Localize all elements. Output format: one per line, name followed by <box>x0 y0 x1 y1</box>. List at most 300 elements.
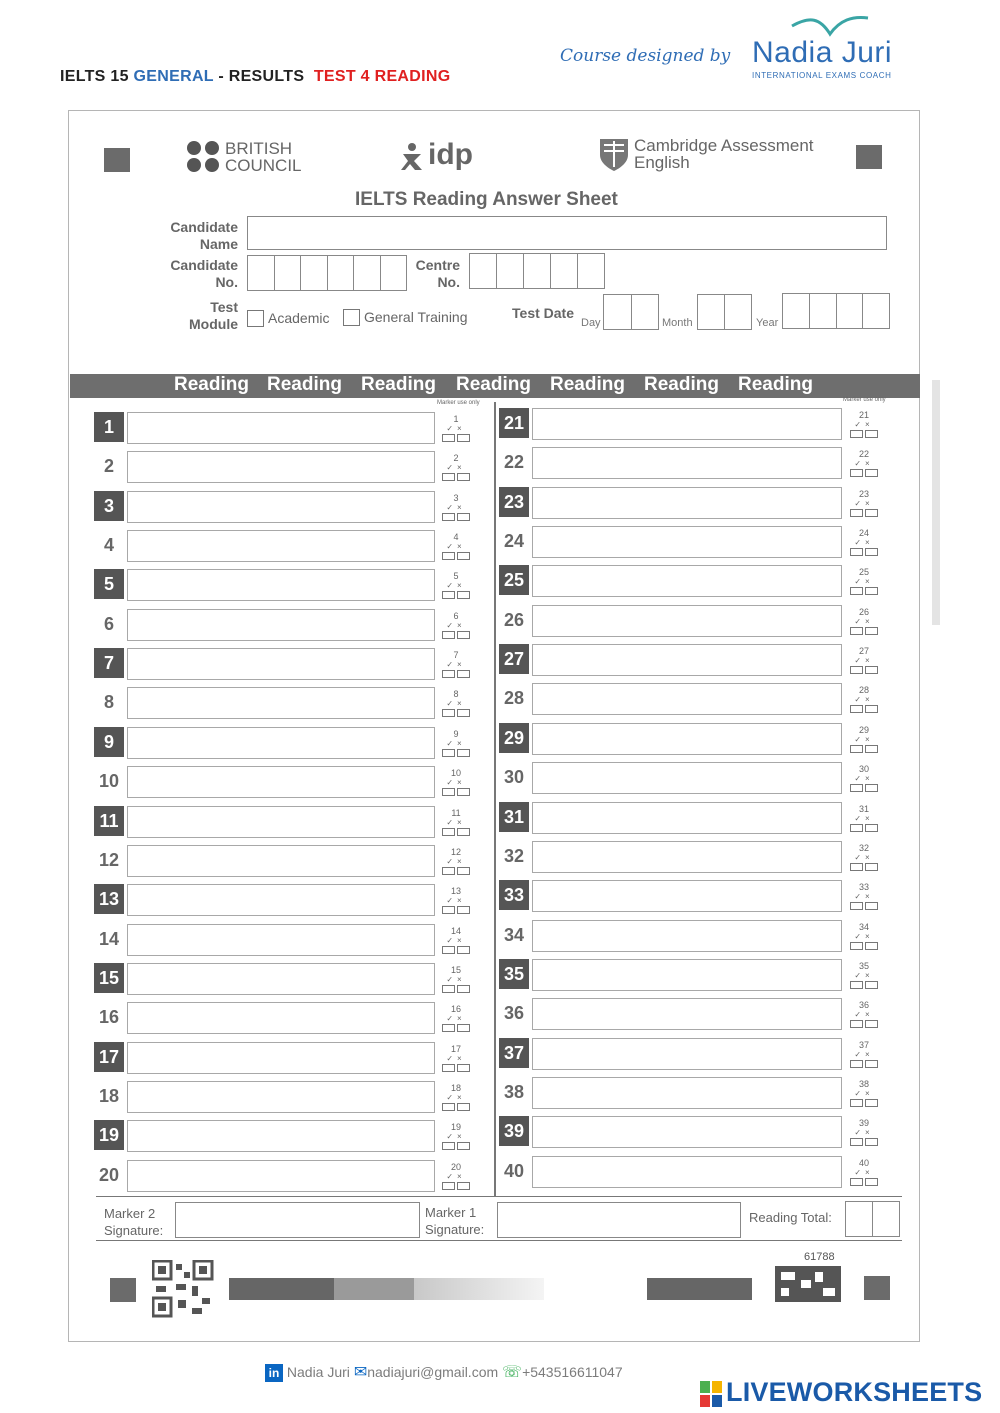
marker-box[interactable] <box>437 768 475 798</box>
correct-checkbox[interactable] <box>442 1103 455 1111</box>
answer-field[interactable] <box>532 1156 842 1188</box>
marker-box[interactable] <box>845 449 883 479</box>
answer-field[interactable] <box>532 998 842 1030</box>
incorrect-checkbox[interactable] <box>457 709 470 717</box>
tick-cross-icon: ✓× <box>446 778 466 788</box>
marker-number: 38 <box>858 1078 869 1089</box>
question-number: 32 <box>503 845 525 866</box>
cambridge-logo: Cambridge Assessment English <box>634 136 814 172</box>
correct-checkbox[interactable] <box>850 430 863 438</box>
correct-checkbox[interactable] <box>850 981 863 989</box>
correct-checkbox[interactable] <box>442 788 455 796</box>
question-number: 37 <box>499 1038 529 1068</box>
correct-checkbox[interactable] <box>850 469 863 477</box>
band-label: Reading <box>738 374 813 395</box>
answer-field[interactable] <box>532 920 842 952</box>
liveworksheets-logo-icon <box>700 1381 722 1407</box>
answer-field[interactable] <box>532 1038 842 1070</box>
band-label: Reading <box>361 374 436 395</box>
correct-checkbox[interactable] <box>442 1024 455 1032</box>
correct-checkbox[interactable] <box>442 670 455 678</box>
correct-checkbox[interactable] <box>850 509 863 517</box>
year-field[interactable] <box>782 293 890 329</box>
registration-mark <box>104 148 130 172</box>
footer-rule <box>96 1196 902 1197</box>
incorrect-checkbox[interactable] <box>457 1064 470 1072</box>
correct-checkbox[interactable] <box>442 749 455 757</box>
incorrect-checkbox[interactable] <box>865 666 878 674</box>
question-number: 1 <box>94 412 124 442</box>
incorrect-checkbox[interactable] <box>457 828 470 836</box>
marker-number: 12 <box>450 846 461 857</box>
correct-checkbox[interactable] <box>850 824 863 832</box>
centre-no-field[interactable] <box>469 253 605 289</box>
question-number: 19 <box>94 1120 124 1150</box>
question-number: 23 <box>499 487 529 517</box>
correct-checkbox[interactable] <box>850 1178 863 1186</box>
correct-checkbox[interactable] <box>850 1138 863 1146</box>
marker-box[interactable] <box>845 489 883 519</box>
tick-cross-icon: ✓× <box>446 1014 466 1024</box>
whatsapp-icon: ☏ <box>502 1364 523 1381</box>
correct-checkbox[interactable] <box>850 784 863 792</box>
answer-field[interactable] <box>127 530 435 562</box>
tick-cross-icon: ✓× <box>446 660 466 670</box>
email-address: nadiajuri@gmail.com <box>367 1364 499 1380</box>
marker-box[interactable] <box>845 1040 883 1070</box>
incorrect-checkbox[interactable] <box>457 552 470 560</box>
day-field[interactable] <box>603 294 659 330</box>
incorrect-checkbox[interactable] <box>865 548 878 556</box>
redacted-bar <box>414 1278 544 1300</box>
linkedin-name: Nadia Juri <box>286 1364 350 1380</box>
answer-field[interactable] <box>532 605 842 637</box>
question-number: 13 <box>94 884 124 914</box>
band-label: Reading <box>550 374 625 395</box>
registration-mark <box>864 1276 890 1300</box>
marker-box[interactable] <box>845 922 883 952</box>
brand-tagline: INTERNATIONAL EXAMS COACH <box>752 71 892 80</box>
tick-cross-icon: ✓× <box>446 738 466 748</box>
redacted-bar <box>647 1278 752 1300</box>
question-number: 34 <box>503 924 525 945</box>
correct-checkbox[interactable] <box>850 627 863 635</box>
answer-field[interactable] <box>532 1116 842 1148</box>
academic-checkbox[interactable] <box>247 310 264 327</box>
marker-number: 9 <box>453 728 459 739</box>
question-number: 11 <box>94 806 124 836</box>
correct-checkbox[interactable] <box>850 666 863 674</box>
answer-field[interactable] <box>127 569 435 601</box>
question-number: 33 <box>499 880 529 910</box>
answer-field[interactable] <box>127 727 435 759</box>
marker-box[interactable] <box>845 607 883 637</box>
brand-name: Nadia Juri <box>752 36 893 69</box>
marker-number: 4 <box>453 532 459 543</box>
question-number: 24 <box>503 531 525 552</box>
band-label: Reading <box>267 374 342 395</box>
incorrect-checkbox[interactable] <box>865 902 878 910</box>
marker-box[interactable] <box>437 493 475 523</box>
incorrect-checkbox[interactable] <box>457 1024 470 1032</box>
incorrect-checkbox[interactable] <box>865 430 878 438</box>
marker-box[interactable] <box>845 410 883 440</box>
incorrect-checkbox[interactable] <box>865 1099 878 1107</box>
correct-checkbox[interactable] <box>442 1142 455 1150</box>
email-icon: ✉ <box>353 1364 368 1381</box>
answer-field[interactable] <box>532 959 842 991</box>
marker-box[interactable] <box>845 804 883 834</box>
answer-field[interactable] <box>532 447 842 479</box>
tick-cross-icon: ✓× <box>446 463 466 473</box>
answer-field[interactable] <box>127 766 435 798</box>
marker-box[interactable] <box>845 646 883 676</box>
incorrect-checkbox[interactable] <box>457 946 470 954</box>
incorrect-checkbox[interactable] <box>457 1142 470 1150</box>
answer-field[interactable] <box>127 1160 435 1192</box>
marker-box[interactable] <box>845 1079 883 1109</box>
correct-checkbox[interactable] <box>442 1182 455 1190</box>
tick-cross-icon: ✓× <box>854 1128 874 1138</box>
tick-cross-icon: ✓× <box>854 892 874 902</box>
answer-field[interactable] <box>532 408 842 440</box>
correct-checkbox[interactable] <box>850 548 863 556</box>
marker-number: 34 <box>858 921 869 932</box>
question-number: 29 <box>499 723 529 753</box>
incorrect-checkbox[interactable] <box>865 784 878 792</box>
answer-field[interactable] <box>127 648 435 680</box>
answer-field[interactable] <box>532 880 842 912</box>
marker-number: 19 <box>450 1122 461 1133</box>
answer-field[interactable] <box>127 1120 435 1152</box>
heading-results: - RESULTS <box>218 68 305 85</box>
question-number: 12 <box>98 849 120 870</box>
incorrect-checkbox[interactable] <box>865 824 878 832</box>
marker-box[interactable] <box>845 685 883 715</box>
marker-number: 2 <box>453 453 459 464</box>
answer-field[interactable] <box>127 412 435 444</box>
marker-box[interactable] <box>437 611 475 641</box>
incorrect-checkbox[interactable] <box>457 631 470 639</box>
question-number: 3 <box>94 491 124 521</box>
correct-checkbox[interactable] <box>850 1020 863 1028</box>
marker-box[interactable] <box>437 453 475 483</box>
marker-number: 7 <box>453 650 459 661</box>
correct-checkbox[interactable] <box>442 591 455 599</box>
sheet-code: 61788 <box>804 1251 835 1263</box>
question-number: 9 <box>94 727 124 757</box>
marker-box[interactable] <box>845 764 883 794</box>
marker-box[interactable] <box>845 961 883 991</box>
incorrect-checkbox[interactable] <box>457 434 470 442</box>
idp-logo: idp <box>428 138 473 171</box>
marker-box[interactable] <box>437 847 475 877</box>
answer-field[interactable] <box>532 723 842 755</box>
incorrect-checkbox[interactable] <box>457 985 470 993</box>
marker-number: 14 <box>450 925 461 936</box>
correct-checkbox[interactable] <box>850 587 863 595</box>
footer-rule <box>96 1240 902 1241</box>
tick-cross-icon: ✓× <box>854 931 874 941</box>
answer-field[interactable] <box>532 526 842 558</box>
question-number: 15 <box>94 963 124 993</box>
incorrect-checkbox[interactable] <box>865 469 878 477</box>
correct-checkbox[interactable] <box>442 828 455 836</box>
tick-cross-icon: ✓× <box>446 581 466 591</box>
registration-mark <box>110 1278 136 1302</box>
correct-checkbox[interactable] <box>850 863 863 871</box>
incorrect-checkbox[interactable] <box>865 705 878 713</box>
marker-number: 32 <box>858 842 869 853</box>
marker-box[interactable] <box>437 808 475 838</box>
marker-box[interactable] <box>437 926 475 956</box>
marker-box[interactable] <box>437 886 475 916</box>
marker-box[interactable] <box>437 1004 475 1034</box>
academic-label: Academic <box>268 310 330 326</box>
month-label: Month <box>662 317 693 329</box>
idp-figure-icon <box>400 142 426 172</box>
tick-cross-icon: ✓× <box>446 1132 466 1142</box>
tick-cross-icon: ✓× <box>446 620 466 630</box>
answer-field[interactable] <box>532 487 842 519</box>
incorrect-checkbox[interactable] <box>457 473 470 481</box>
incorrect-checkbox[interactable] <box>865 1020 878 1028</box>
reading-band <box>70 374 920 398</box>
tick-cross-icon: ✓× <box>854 498 874 508</box>
correct-checkbox[interactable] <box>850 705 863 713</box>
marker-number: 33 <box>858 882 869 893</box>
marker-box[interactable] <box>437 414 475 444</box>
incorrect-checkbox[interactable] <box>865 942 878 950</box>
marker-number: 26 <box>858 606 869 617</box>
general-training-label: General Training <box>364 309 468 325</box>
marker-box[interactable] <box>437 571 475 601</box>
answer-field[interactable] <box>127 963 435 995</box>
tick-cross-icon: ✓× <box>854 774 874 784</box>
answer-field[interactable] <box>532 683 842 715</box>
question-number: 7 <box>94 648 124 678</box>
tick-cross-icon: ✓× <box>446 974 466 984</box>
marker-number: 18 <box>450 1082 461 1093</box>
band-label: Reading <box>174 374 249 395</box>
registration-mark <box>856 145 882 169</box>
incorrect-checkbox[interactable] <box>865 981 878 989</box>
correct-checkbox[interactable] <box>850 902 863 910</box>
incorrect-checkbox[interactable] <box>457 1182 470 1190</box>
correct-checkbox[interactable] <box>442 709 455 717</box>
tick-cross-icon: ✓× <box>854 616 874 626</box>
marker-box[interactable] <box>437 1044 475 1074</box>
tick-cross-icon: ✓× <box>854 538 874 548</box>
marker-box[interactable] <box>437 1122 475 1152</box>
marker-box[interactable] <box>437 965 475 995</box>
incorrect-checkbox[interactable] <box>457 513 470 521</box>
correct-checkbox[interactable] <box>850 1060 863 1068</box>
candidate-no-field[interactable] <box>247 255 407 291</box>
correct-checkbox[interactable] <box>442 473 455 481</box>
tick-cross-icon: ✓× <box>446 1053 466 1063</box>
tick-cross-icon: ✓× <box>446 1171 466 1181</box>
incorrect-checkbox[interactable] <box>865 745 878 753</box>
marker-box[interactable] <box>437 1162 475 1192</box>
incorrect-checkbox[interactable] <box>457 788 470 796</box>
tick-cross-icon: ✓× <box>854 1167 874 1177</box>
month-field[interactable] <box>697 294 752 330</box>
tick-cross-icon: ✓× <box>854 970 874 980</box>
answer-field[interactable] <box>127 491 435 523</box>
tick-cross-icon: ✓× <box>446 896 466 906</box>
incorrect-checkbox[interactable] <box>457 906 470 914</box>
marker-number: 13 <box>450 886 461 897</box>
answer-field[interactable] <box>127 609 435 641</box>
reading-total-label: Reading Total: <box>749 1210 832 1225</box>
marker-number: 40 <box>858 1157 869 1168</box>
tick-cross-icon: ✓× <box>446 502 466 512</box>
marker-number: 10 <box>450 768 461 779</box>
correct-checkbox[interactable] <box>850 942 863 950</box>
marker-number: 6 <box>453 610 459 621</box>
general-training-checkbox[interactable] <box>343 309 360 326</box>
marker-box[interactable] <box>437 532 475 562</box>
marker-box[interactable] <box>437 1083 475 1113</box>
answer-field[interactable] <box>532 644 842 676</box>
marker-box[interactable] <box>845 1118 883 1148</box>
marker1-label: Marker 1 Signature: <box>425 1205 485 1237</box>
question-number: 39 <box>499 1116 529 1146</box>
marker-number: 27 <box>858 646 869 657</box>
question-number: 6 <box>103 613 114 634</box>
answer-field[interactable] <box>127 845 435 877</box>
question-number: 26 <box>503 609 525 630</box>
marker-number: 37 <box>858 1039 869 1050</box>
day-label: Day <box>581 317 601 329</box>
tick-cross-icon: ✓× <box>446 699 466 709</box>
incorrect-checkbox[interactable] <box>457 670 470 678</box>
question-number: 28 <box>503 688 525 709</box>
question-number: 5 <box>94 569 124 599</box>
british-council-logo: BRITISH COUNCIL <box>225 139 302 175</box>
answer-field[interactable] <box>127 1081 435 1113</box>
marker1-signature-field[interactable] <box>497 1202 741 1238</box>
correct-checkbox[interactable] <box>442 513 455 521</box>
incorrect-checkbox[interactable] <box>457 591 470 599</box>
marker-box[interactable] <box>437 650 475 680</box>
tick-cross-icon: ✓× <box>854 852 874 862</box>
correct-checkbox[interactable] <box>442 867 455 875</box>
designed-by: Course designed by <box>560 46 731 66</box>
tick-cross-icon: ✓× <box>446 935 466 945</box>
marker2-signature-field[interactable] <box>175 1202 420 1238</box>
contact-line <box>265 1362 623 1382</box>
redacted-bar <box>229 1278 334 1300</box>
reading-total-field[interactable] <box>845 1201 900 1237</box>
marker-number: 22 <box>858 449 869 460</box>
correct-checkbox[interactable] <box>442 434 455 442</box>
marker-box[interactable] <box>437 689 475 719</box>
question-number: 16 <box>98 1007 120 1028</box>
marker-box[interactable] <box>845 843 883 873</box>
correct-checkbox[interactable] <box>442 631 455 639</box>
answer-field[interactable] <box>532 1077 842 1109</box>
answer-field[interactable] <box>127 1042 435 1074</box>
marker-box[interactable] <box>845 725 883 755</box>
question-number: 30 <box>503 767 525 788</box>
candidate-name-field[interactable] <box>247 216 887 250</box>
answer-field[interactable] <box>127 924 435 956</box>
marker-number: 21 <box>858 410 869 420</box>
marker-use-note: Marker use only <box>437 400 480 406</box>
band-label: Reading <box>456 374 531 395</box>
correct-checkbox[interactable] <box>442 906 455 914</box>
marker-number: 24 <box>858 528 869 539</box>
answer-field[interactable] <box>532 565 842 597</box>
liveworksheets-watermark: LIVEWORKSHEETS <box>726 1377 983 1407</box>
incorrect-checkbox[interactable] <box>865 1178 878 1186</box>
marker-box[interactable] <box>845 567 883 597</box>
tick-cross-icon: ✓× <box>446 817 466 827</box>
question-number: 21 <box>499 408 529 438</box>
sheet-title: IELTS Reading Answer Sheet <box>355 189 618 210</box>
incorrect-checkbox[interactable] <box>865 587 878 595</box>
column-divider <box>494 402 496 1196</box>
correct-checkbox[interactable] <box>442 552 455 560</box>
marker-number: 15 <box>450 964 461 975</box>
answer-field[interactable] <box>532 841 842 873</box>
incorrect-checkbox[interactable] <box>865 627 878 635</box>
marker-box[interactable] <box>845 1158 883 1188</box>
answer-field[interactable] <box>127 884 435 916</box>
band-label: Reading <box>644 374 719 395</box>
incorrect-checkbox[interactable] <box>865 509 878 517</box>
marker-box[interactable] <box>845 1000 883 1030</box>
marker-number: 25 <box>858 567 869 578</box>
edge-shadow <box>932 380 940 625</box>
answer-field[interactable] <box>532 802 842 834</box>
marker-box[interactable] <box>845 528 883 558</box>
correct-checkbox[interactable] <box>850 745 863 753</box>
marker-number: 39 <box>858 1118 869 1129</box>
question-number: 27 <box>499 644 529 674</box>
incorrect-checkbox[interactable] <box>457 1103 470 1111</box>
marker-box[interactable] <box>437 729 475 759</box>
correct-checkbox[interactable] <box>442 1064 455 1072</box>
marker-number: 30 <box>858 764 869 775</box>
marker-number: 3 <box>453 492 459 503</box>
incorrect-checkbox[interactable] <box>865 1138 878 1146</box>
answer-field[interactable] <box>127 687 435 719</box>
marker-box[interactable] <box>845 882 883 912</box>
tick-cross-icon: ✓× <box>446 542 466 552</box>
incorrect-checkbox[interactable] <box>457 749 470 757</box>
correct-checkbox[interactable] <box>850 1099 863 1107</box>
answer-field[interactable] <box>127 806 435 838</box>
answer-field[interactable] <box>127 1002 435 1034</box>
tick-cross-icon: ✓× <box>854 459 874 469</box>
incorrect-checkbox[interactable] <box>865 1060 878 1068</box>
tick-cross-icon: ✓× <box>854 1049 874 1059</box>
correct-checkbox[interactable] <box>442 985 455 993</box>
answer-field[interactable] <box>532 762 842 794</box>
correct-checkbox[interactable] <box>442 946 455 954</box>
question-number: 35 <box>499 959 529 989</box>
answer-field[interactable] <box>127 451 435 483</box>
incorrect-checkbox[interactable] <box>865 863 878 871</box>
marker-number: 16 <box>450 1004 461 1015</box>
marker-number: 23 <box>858 488 869 499</box>
tick-cross-icon: ✓× <box>854 656 874 666</box>
incorrect-checkbox[interactable] <box>457 867 470 875</box>
question-number: 17 <box>94 1042 124 1072</box>
